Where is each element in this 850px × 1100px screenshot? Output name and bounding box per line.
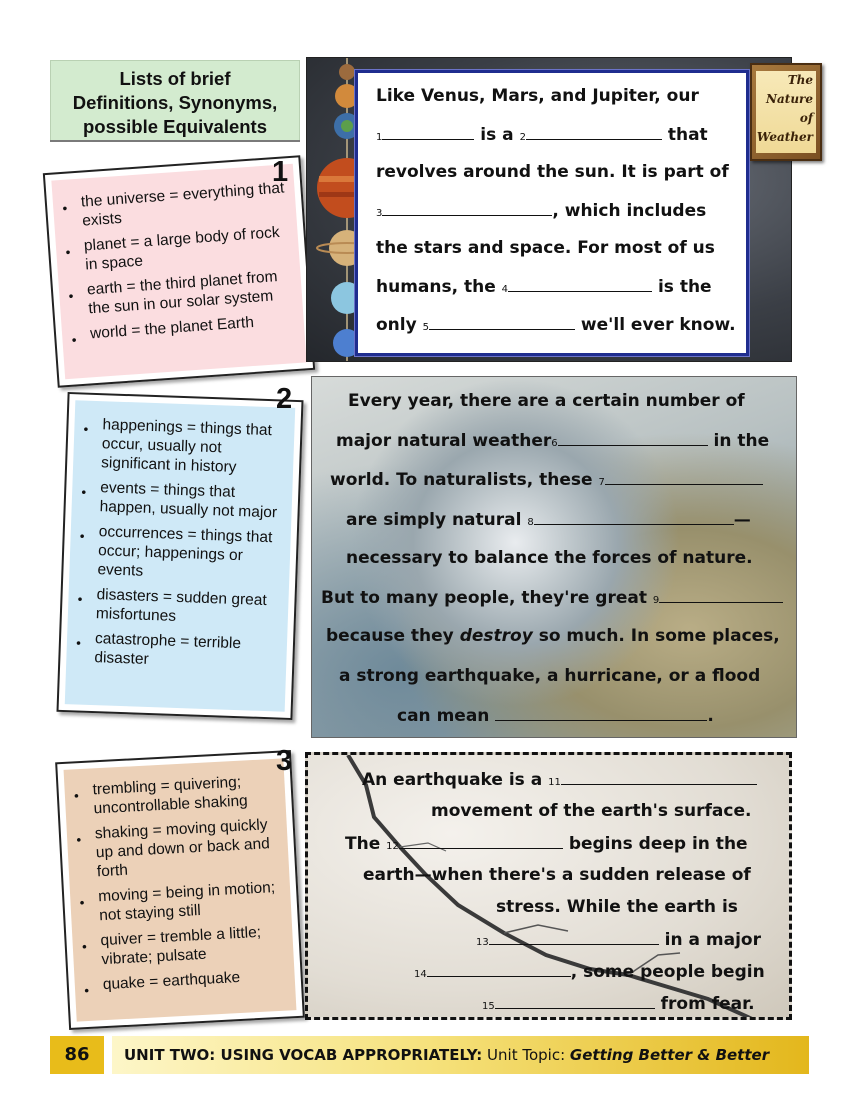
blank-3[interactable] (382, 200, 552, 216)
text-line: major natural weather6 in the (336, 431, 770, 451)
hurricane-panel (311, 376, 797, 738)
text-line: stress. While the earth is (496, 897, 738, 917)
blank-5[interactable] (429, 314, 575, 330)
blank-1[interactable] (382, 124, 474, 140)
blank-6[interactable] (558, 430, 708, 446)
definition-item: ● occurrences = things that occur; happenings or events (75, 521, 285, 585)
text-line: because they destroy so much. In some places, (326, 626, 780, 646)
badge-line: Nature (766, 92, 813, 106)
definitions-header (50, 60, 300, 142)
text-line: necessary to balance the forces of nature. (346, 548, 753, 568)
page-number: 86 (50, 1036, 104, 1074)
header-line-2: Definitions, Synonyms, (72, 92, 278, 113)
text-line: 13 in a major (476, 930, 761, 950)
fill-in-card-1 (355, 70, 749, 356)
text-line: are simply natural 8 — (346, 510, 751, 530)
footer-unit-banner (112, 1036, 809, 1074)
blank-9[interactable] (659, 587, 783, 603)
blank-7[interactable] (605, 469, 763, 485)
topic-value: Getting Better & Better (569, 1046, 770, 1064)
definition-item: ● quake = earthquake (80, 965, 289, 995)
header-divider (50, 140, 300, 142)
text-line: only 5 we'll ever know. (376, 315, 736, 335)
section-number-1: 1 (272, 156, 289, 188)
text-line: can mean . (397, 706, 714, 726)
definition-item: ● catastrophe = terrible disaster (72, 628, 281, 673)
blank-2[interactable] (526, 124, 662, 140)
text-line: world. To naturalists, these 7 (330, 469, 763, 490)
header-line-1: Lists of brief (119, 68, 231, 89)
text-line: Every year, there are a certain number of (348, 391, 745, 411)
text-line: movement of the earth's surface. (431, 801, 752, 821)
text-line: revolves around the sun. It is part of (376, 162, 729, 182)
text-line: 15 from fear. (482, 994, 755, 1014)
space-panel (306, 57, 792, 362)
unit-title: UNIT TWO: USING VOCAB APPROPRIATELY: (124, 1046, 483, 1064)
blank-14[interactable] (427, 961, 571, 977)
text-line: the stars and space. For most of us (376, 238, 715, 258)
definition-item: ● moving = being in motion; not staying still (76, 878, 286, 927)
text-line: An earthquake is a 11 (362, 769, 757, 790)
text-line: 1 is a 2 that (376, 125, 708, 145)
text-line: earth—when there's a sudden release of (363, 865, 751, 885)
text-line: But to many people, they're great 9 (321, 587, 783, 608)
blank-13[interactable] (489, 929, 659, 945)
earthquake-panel (305, 752, 792, 1020)
blank-12[interactable] (399, 833, 563, 849)
definition-item: ● trembling = quivering; uncontrollable shaking (70, 771, 280, 820)
blank-4[interactable] (508, 276, 652, 292)
definition-item: ● happenings = things that occur, usually not significant in history (79, 414, 289, 478)
definitions-card-1 (43, 155, 315, 387)
text-line: Like Venus, Mars, and Jupiter, our (376, 86, 699, 106)
section-number-3: 3 (276, 745, 293, 777)
definition-item: ● shaking = moving quickly up and down or back and forth (72, 815, 283, 883)
definitions-card-2 (56, 392, 303, 720)
definitions-card-3 (55, 750, 305, 1030)
blank-15[interactable] (495, 993, 655, 1009)
header-line-3: possible Equivalents (82, 116, 268, 137)
badge-line: Weather (756, 130, 813, 144)
badge-line: The (787, 73, 813, 87)
definition-item: ● planet = a large body of rock in space (61, 222, 293, 276)
definition-item: ● world = the planet Earth (68, 310, 299, 345)
topic-label: Unit Topic: (487, 1046, 566, 1064)
text-line: a strong earthquake, a hurricane, or a flood (339, 666, 761, 686)
nature-of-weather-badge (750, 63, 822, 161)
definition-item: ● events = things that happen, usually not major (77, 477, 286, 522)
text-line: 14 , some people begin (414, 962, 765, 982)
definition-item: ● the universe = everything that exists (58, 178, 290, 232)
blank-10[interactable] (495, 705, 707, 721)
section-number-2: 2 (276, 383, 293, 415)
definition-item: ● earth = the third planet from the sun in our solar system (64, 266, 296, 320)
blank-11[interactable] (561, 769, 757, 785)
text-line: The 12 begins deep in the (345, 834, 748, 854)
text-line: humans, the 4 is the (376, 277, 712, 297)
badge-line: of (799, 111, 813, 125)
blank-8[interactable] (534, 509, 734, 525)
definition-item: ● quiver = tremble a little; vibrate; pulsate (78, 922, 288, 971)
definition-item: ● disasters = sudden great misfortunes (74, 584, 283, 629)
text-line: 3 , which includes (376, 201, 707, 221)
